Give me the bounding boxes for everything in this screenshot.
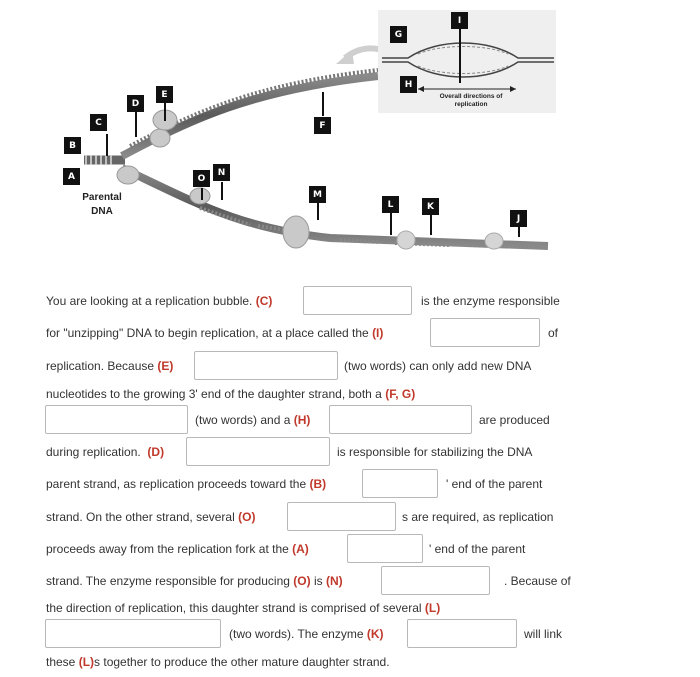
ligase-protein	[397, 231, 415, 249]
parental-dna-label	[74, 191, 130, 219]
answer-box-c[interactable]	[303, 286, 412, 315]
leader-line-l	[390, 213, 392, 235]
leader-line-c	[106, 134, 108, 156]
label-h: H	[400, 76, 417, 93]
label-i: I	[451, 12, 468, 29]
text-line-1: You are looking at a replication bubble. (C)	[46, 294, 273, 308]
leader-line-k	[430, 215, 432, 235]
answer-box-d[interactable]	[186, 437, 330, 466]
leader-line-n	[221, 182, 223, 200]
fragment-protein	[485, 233, 503, 249]
inset-caption-line1: Overall directions of	[439, 93, 503, 100]
answer-box-l[interactable]	[45, 619, 221, 648]
text-line-12b: will link	[524, 627, 563, 641]
text-line-3: replication. Because (E)	[46, 359, 174, 373]
answer-box-n[interactable]	[381, 566, 490, 595]
text-line-9: proceeds away from the replication fork at the (A)	[46, 542, 309, 556]
text-line-10: strand. The enzyme responsible for producing (O) is (N)	[46, 574, 343, 588]
leader-line-i	[459, 28, 461, 83]
text-line-12: (two words). The enzyme (K)	[229, 627, 384, 641]
label-a: A	[63, 168, 80, 185]
text-line-13: these (L)s together to produce the other mature daughter strand.	[46, 655, 390, 669]
label-k: K	[422, 198, 439, 215]
polymerase-protein-lower	[283, 216, 309, 248]
label-g: G	[390, 26, 407, 43]
direction-arrowhead	[336, 50, 354, 64]
answer-box-a[interactable]	[347, 534, 423, 563]
label-n: N	[213, 164, 230, 181]
leader-line-o	[201, 188, 203, 200]
answer-box-f-g[interactable]	[45, 405, 188, 434]
replication-fork-illustration	[0, 0, 700, 290]
inset-caption	[422, 93, 520, 109]
leader-line-e	[164, 103, 166, 121]
label-d: D	[127, 95, 144, 112]
answer-box-k[interactable]	[407, 619, 517, 648]
label-l: L	[382, 196, 399, 213]
answer-box-i[interactable]	[430, 318, 540, 347]
label-m: M	[309, 186, 326, 203]
leader-line-m	[317, 202, 319, 220]
answer-box-e[interactable]	[194, 351, 338, 380]
answer-box-h[interactable]	[329, 405, 472, 434]
leader-line-f	[322, 92, 324, 116]
parental-line2: DNA	[91, 206, 113, 217]
text-line-2: for "unzipping" DNA to begin replication, at a place called the (I)	[46, 326, 384, 340]
text-line-11: the direction of replication, this daughter strand is comprised of several (L)	[46, 601, 441, 615]
text-line-2b: of	[548, 326, 559, 340]
helicase-protein	[117, 166, 139, 184]
replication-diagram	[0, 0, 700, 290]
text-line-5: (two words) and a (H)	[195, 413, 311, 427]
text-line-10b: . Because of	[504, 574, 571, 588]
answer-box-o[interactable]	[287, 502, 396, 531]
text-line-7: parent strand, as replication proceeds toward the (B)	[46, 477, 327, 491]
label-b: B	[64, 137, 81, 154]
label-o: O	[193, 170, 210, 187]
text-line-1b: is the enzyme responsible	[421, 294, 560, 308]
text-line-8b: s are required, as replication	[402, 510, 554, 524]
inset-caption-line2: replication	[454, 101, 488, 108]
text-line-4: nucleotides to the growing 3' end of the daughter strand, both a (F, G)	[46, 387, 416, 401]
answer-box-b[interactable]	[362, 469, 438, 498]
label-f: F	[314, 117, 331, 134]
text-line-5b: are produced	[479, 413, 550, 427]
label-e: E	[156, 86, 173, 103]
parental-line1: Parental	[82, 192, 122, 203]
leader-line-d	[135, 109, 137, 137]
text-line-7b: ' end of the parent	[446, 477, 543, 491]
text-line-6: during replication. (D)	[46, 445, 165, 459]
text-line-9b: ' end of the parent	[429, 542, 526, 556]
text-line-6b: is responsible for stabilizing the DNA	[337, 445, 533, 459]
text-line-8: strand. On the other strand, several (O)	[46, 510, 256, 524]
primase-protein	[190, 188, 210, 204]
ssb-protein	[150, 129, 170, 147]
label-c: C	[90, 114, 107, 131]
lagging-strand-backbone	[122, 168, 548, 246]
label-j: J	[510, 210, 527, 227]
leader-line-j	[518, 227, 520, 237]
text-line-3b: (two words) can only add new DNA	[344, 359, 532, 373]
